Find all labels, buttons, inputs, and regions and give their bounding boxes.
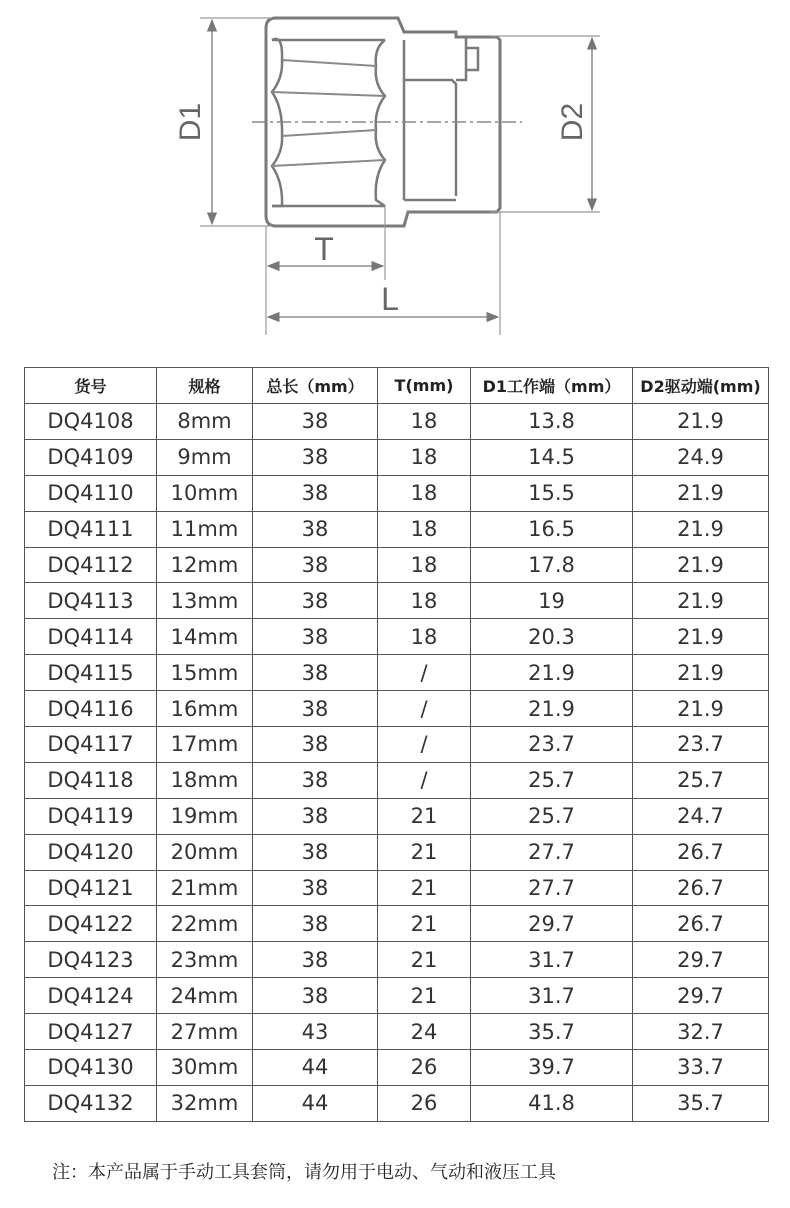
- spec-cell: 18mm: [157, 762, 253, 798]
- d2-cell: 21.9: [633, 511, 769, 547]
- d1-cell: 20.3: [471, 619, 633, 655]
- item-no-cell: DQ4130: [25, 1050, 157, 1086]
- d2-cell: 21.9: [633, 655, 769, 691]
- t-cell: 21: [378, 906, 471, 942]
- length-cell: 38: [253, 619, 378, 655]
- spec-cell: 19mm: [157, 798, 253, 834]
- l-label: L: [381, 281, 399, 317]
- spec-cell: 14mm: [157, 619, 253, 655]
- d2-cell: 24.7: [633, 798, 769, 834]
- t-cell: 18: [378, 404, 471, 440]
- d2-cell: 21.9: [633, 475, 769, 511]
- d1-cell: 27.7: [471, 834, 633, 870]
- d1-cell: 16.5: [471, 511, 633, 547]
- t-cell: 18: [378, 547, 471, 583]
- d1-cell: 23.7: [471, 727, 633, 763]
- d2-cell: 21.9: [633, 691, 769, 727]
- table-row: [25, 619, 769, 655]
- spec-cell: 13mm: [157, 583, 253, 619]
- header-d1: D1工作端（mm）: [471, 368, 633, 404]
- length-cell: 38: [253, 798, 378, 834]
- d2-cell: 23.7: [633, 727, 769, 763]
- item-no-cell: DQ4121: [25, 870, 157, 906]
- spec-cell: 16mm: [157, 691, 253, 727]
- d1-cell: 29.7: [471, 906, 633, 942]
- table-row: [25, 906, 769, 942]
- spec-cell: 9mm: [157, 439, 253, 475]
- d1-cell: 15.5: [471, 475, 633, 511]
- t-cell: 21: [378, 834, 471, 870]
- item-no-cell: DQ4123: [25, 942, 157, 978]
- d1-cell: 21.9: [471, 691, 633, 727]
- table-row: [25, 1050, 769, 1086]
- t-cell: /: [378, 762, 471, 798]
- d2-cell: 29.7: [633, 942, 769, 978]
- table-row: [25, 727, 769, 763]
- d2-cell: 29.7: [633, 978, 769, 1014]
- t-label: T: [314, 231, 334, 267]
- d2-cell: 26.7: [633, 906, 769, 942]
- table-body: [25, 404, 769, 1122]
- d2-cell: 21.9: [633, 619, 769, 655]
- item-no-cell: DQ4109: [25, 439, 157, 475]
- length-cell: 44: [253, 1050, 378, 1086]
- t-cell: /: [378, 691, 471, 727]
- item-no-cell: DQ4118: [25, 762, 157, 798]
- d1-cell: 13.8: [471, 404, 633, 440]
- length-cell: 38: [253, 404, 378, 440]
- item-no-cell: DQ4111: [25, 511, 157, 547]
- table-row: [25, 475, 769, 511]
- d2-label: D2: [556, 102, 589, 142]
- header-d2: D2驱动端(mm): [633, 368, 769, 404]
- d2-cell: 21.9: [633, 404, 769, 440]
- length-cell: 38: [253, 834, 378, 870]
- header-t: T(mm): [378, 368, 471, 404]
- item-no-cell: DQ4114: [25, 619, 157, 655]
- table-header-row: [25, 368, 769, 404]
- t-cell: /: [378, 727, 471, 763]
- item-no-cell: DQ4116: [25, 691, 157, 727]
- d1-cell: 25.7: [471, 798, 633, 834]
- d2-cell: 21.9: [633, 583, 769, 619]
- d2-cell: 35.7: [633, 1085, 769, 1121]
- t-cell: 18: [378, 439, 471, 475]
- length-cell: 44: [253, 1085, 378, 1121]
- table-row: [25, 511, 769, 547]
- spec-cell: 20mm: [157, 834, 253, 870]
- spec-cell: 10mm: [157, 475, 253, 511]
- socket-diagram: [0, 0, 790, 350]
- d1-cell: 25.7: [471, 762, 633, 798]
- table-row: [25, 404, 769, 440]
- table-row: [25, 942, 769, 978]
- length-cell: 38: [253, 547, 378, 583]
- t-cell: 18: [378, 619, 471, 655]
- item-no-cell: DQ4127: [25, 1014, 157, 1050]
- header-length: 总长（mm）: [253, 368, 378, 404]
- table-row: [25, 870, 769, 906]
- t-cell: 24: [378, 1014, 471, 1050]
- d1-cell: 41.8: [471, 1085, 633, 1121]
- d2-cell: 26.7: [633, 870, 769, 906]
- usage-note: 注：本产品属于手动工具套筒，请勿用于电动、气动和液压工具: [52, 1162, 556, 1183]
- item-no-cell: DQ4119: [25, 798, 157, 834]
- t-cell: 21: [378, 798, 471, 834]
- item-no-cell: DQ4115: [25, 655, 157, 691]
- length-cell: 38: [253, 942, 378, 978]
- t-cell: /: [378, 655, 471, 691]
- d2-cell: 26.7: [633, 834, 769, 870]
- t-cell: 18: [378, 583, 471, 619]
- spec-cell: 23mm: [157, 942, 253, 978]
- length-cell: 38: [253, 691, 378, 727]
- t-cell: 21: [378, 978, 471, 1014]
- t-cell: 21: [378, 870, 471, 906]
- d1-label: D1: [174, 102, 207, 142]
- table-row: [25, 583, 769, 619]
- table-row: [25, 439, 769, 475]
- item-no-cell: DQ4122: [25, 906, 157, 942]
- d1-cell: 27.7: [471, 870, 633, 906]
- length-cell: 38: [253, 511, 378, 547]
- table-row: [25, 762, 769, 798]
- length-cell: 38: [253, 439, 378, 475]
- table-row: [25, 1085, 769, 1121]
- d2-cell: 33.7: [633, 1050, 769, 1086]
- table-row: [25, 978, 769, 1014]
- t-cell: 18: [378, 511, 471, 547]
- spec-cell: 12mm: [157, 547, 253, 583]
- length-cell: 38: [253, 727, 378, 763]
- spec-cell: 15mm: [157, 655, 253, 691]
- table-row: [25, 798, 769, 834]
- d1-cell: 35.7: [471, 1014, 633, 1050]
- table-row: [25, 655, 769, 691]
- length-cell: 38: [253, 655, 378, 691]
- d2-cell: 21.9: [633, 547, 769, 583]
- d1-cell: 31.7: [471, 942, 633, 978]
- item-no-cell: DQ4132: [25, 1085, 157, 1121]
- item-no-cell: DQ4110: [25, 475, 157, 511]
- table-row: [25, 1014, 769, 1050]
- header-item-no: 货号: [25, 368, 157, 404]
- table-row: [25, 691, 769, 727]
- item-no-cell: DQ4112: [25, 547, 157, 583]
- t-cell: 21: [378, 942, 471, 978]
- d1-cell: 19: [471, 583, 633, 619]
- spec-cell: 32mm: [157, 1085, 253, 1121]
- table-row: [25, 547, 769, 583]
- d1-cell: 21.9: [471, 655, 633, 691]
- spec-cell: 8mm: [157, 404, 253, 440]
- item-no-cell: DQ4117: [25, 727, 157, 763]
- d1-cell: 31.7: [471, 978, 633, 1014]
- d1-cell: 39.7: [471, 1050, 633, 1086]
- item-no-cell: DQ4120: [25, 834, 157, 870]
- d2-cell: 25.7: [633, 762, 769, 798]
- t-cell: 18: [378, 475, 471, 511]
- length-cell: 38: [253, 870, 378, 906]
- table-row: [25, 834, 769, 870]
- spec-cell: 22mm: [157, 906, 253, 942]
- t-cell: 26: [378, 1050, 471, 1086]
- length-cell: 38: [253, 906, 378, 942]
- d1-cell: 14.5: [471, 439, 633, 475]
- d2-cell: 24.9: [633, 439, 769, 475]
- spec-cell: 24mm: [157, 978, 253, 1014]
- header-spec: 规格: [157, 368, 253, 404]
- item-no-cell: DQ4124: [25, 978, 157, 1014]
- spec-cell: 11mm: [157, 511, 253, 547]
- d2-cell: 32.7: [633, 1014, 769, 1050]
- length-cell: 38: [253, 762, 378, 798]
- length-cell: 38: [253, 583, 378, 619]
- spec-cell: 27mm: [157, 1014, 253, 1050]
- spec-cell: 30mm: [157, 1050, 253, 1086]
- spec-cell: 17mm: [157, 727, 253, 763]
- item-no-cell: DQ4113: [25, 583, 157, 619]
- d1-cell: 17.8: [471, 547, 633, 583]
- spec-table: [24, 367, 769, 1122]
- length-cell: 38: [253, 475, 378, 511]
- t-cell: 26: [378, 1085, 471, 1121]
- item-no-cell: DQ4108: [25, 404, 157, 440]
- spec-cell: 21mm: [157, 870, 253, 906]
- length-cell: 38: [253, 978, 378, 1014]
- length-cell: 43: [253, 1014, 378, 1050]
